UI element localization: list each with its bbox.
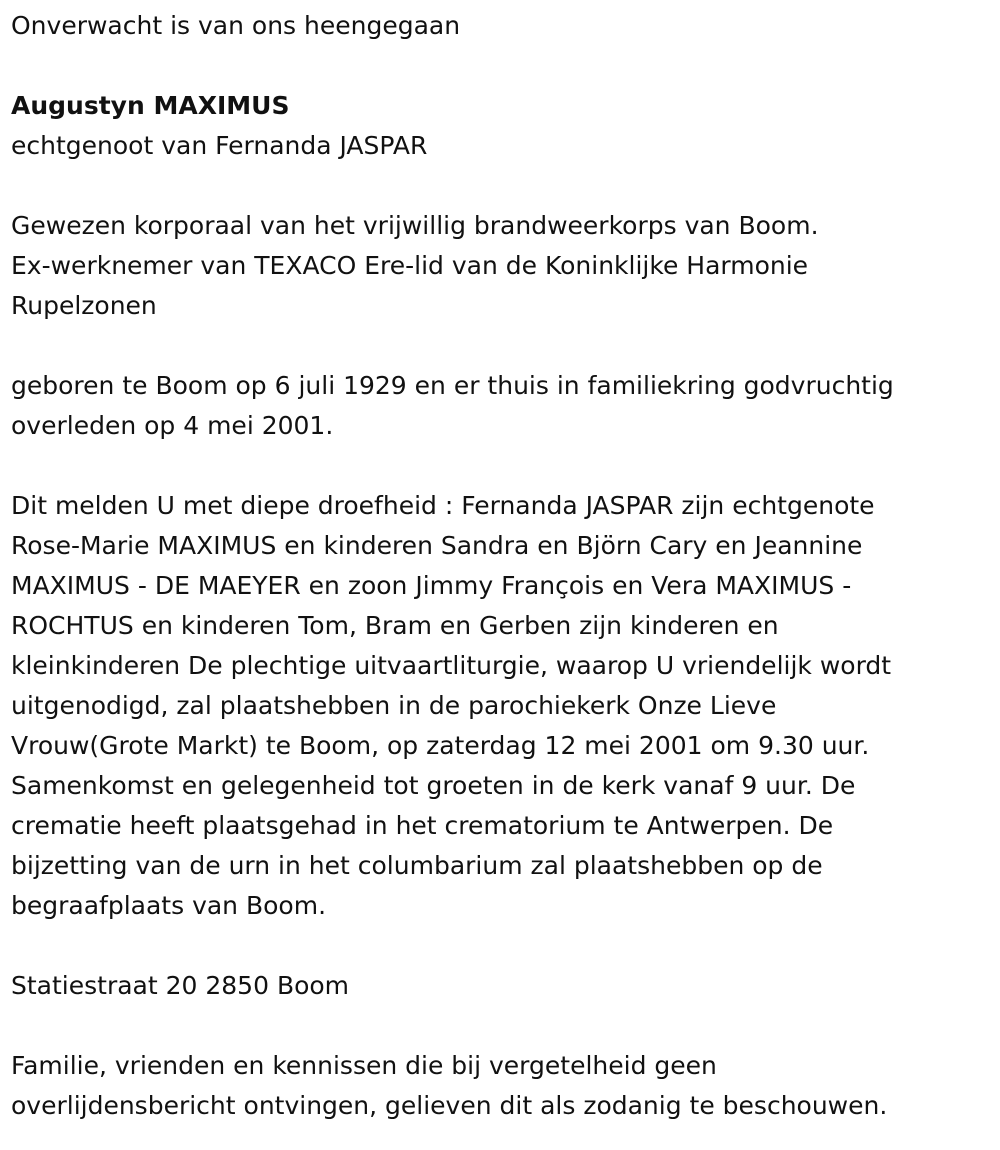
career-line: Gewezen korporaal van het vrijwillig brandweerkorps van Boom.: [11, 211, 819, 240]
announcement-line: ROCHTUS en kinderen Tom, Bram en Gerben zijn kinderen en: [11, 611, 779, 640]
announcement-line: Dit melden U met diepe droefheid : Fernanda JASPAR zijn echtgenote: [11, 491, 875, 520]
announcement-line: Vrouw(Grote Markt) te Boom, op zaterdag 12 mei 2001 om 9.30 uur.: [11, 731, 870, 760]
spacer: [11, 166, 990, 206]
spacer: [11, 46, 990, 86]
announcement-paragraph: [11, 486, 990, 926]
deceased-name: Augustyn MAXIMUS: [11, 91, 290, 120]
career-line: Ex-werknemer van TEXACO Ere-lid van de Koninklijke Harmonie: [11, 251, 809, 280]
spacer: [11, 326, 990, 366]
announcement-line: kleinkinderen De plechtige uitvaartliturgie, waarop U vriendelijk wordt: [11, 651, 892, 680]
spacer: [11, 1006, 990, 1046]
announcement-line: Samenkomst en gelegenheid tot groeten in de kerk vanaf 9 uur. De: [11, 771, 856, 800]
spacer: [11, 446, 990, 486]
address-line: Statiestraat 20 2850 Boom: [11, 971, 350, 1000]
career-paragraph: [11, 206, 990, 326]
announcement-line: MAXIMUS - DE MAEYER en zoon Jimmy François en Vera MAXIMUS -: [11, 571, 852, 600]
spouse-line: echtgenoot van Fernanda JASPAR: [11, 131, 428, 160]
closing-line: Familie, vrienden en kennissen die bij vergetelheid geen: [11, 1051, 717, 1080]
announcement-line: begraafplaats van Boom.: [11, 891, 327, 920]
announcement-line: uitgenodigd, zal plaatshebben in de parochiekerk Onze Lieve: [11, 691, 777, 720]
career-line: Rupelzonen: [11, 291, 157, 320]
intro-line: Onverwacht is van ons heengegaan: [11, 11, 461, 40]
life-line: overleden op 4 mei 2001.: [11, 411, 334, 440]
announcement-line: crematie heeft plaatsgehad in het crematorium te Antwerpen. De: [11, 811, 834, 840]
life-line: geboren te Boom op 6 juli 1929 en er thuis in familiekring godvruchtig: [11, 371, 894, 400]
announcement-line: Rose-Marie MAXIMUS en kinderen Sandra en Björn Cary en Jeannine: [11, 531, 863, 560]
closing-paragraph: [11, 1046, 990, 1126]
announcement-line: bijzetting van de urn in het columbarium zal plaatshebben op de: [11, 851, 823, 880]
spacer: [11, 926, 990, 966]
life-paragraph: [11, 366, 990, 446]
closing-line: overlijdensbericht ontvingen, gelieven dit als zodanig te beschouwen.: [11, 1091, 888, 1120]
